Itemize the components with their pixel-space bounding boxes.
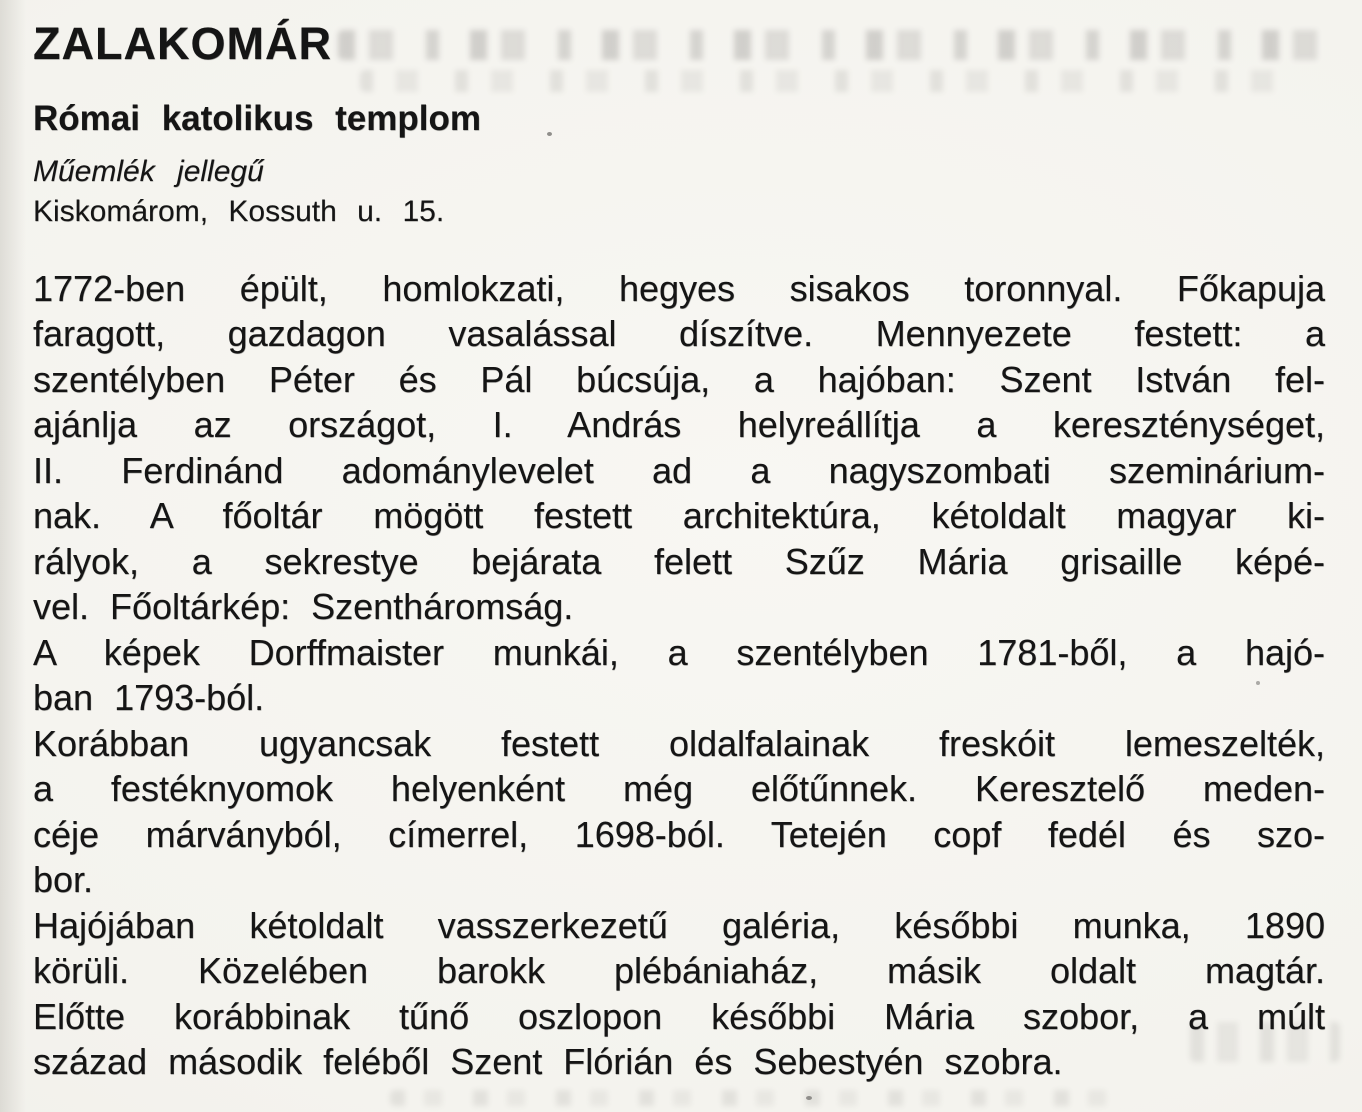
- body-text-line: rályok, a sekrestye bejárata felett Szűz Mária grisaille képé-: [33, 540, 1325, 582]
- body-text-line: vel. Főoltárkép: Szentháromság.: [33, 586, 574, 627]
- body-text-line: ban 1793-ból.: [33, 677, 265, 718]
- body-text-line: század második feléből Szent Flórián és Sebestyén szobra.: [33, 1041, 1063, 1082]
- body-text-line: nak. A főoltár mögött festett architektúra, kétoldalt magyar ki-: [33, 495, 1325, 536]
- body-text-line: II. Ferdinánd adománylevelet ad a nagyszombati szeminárium-: [33, 449, 1325, 491]
- body-text-line: faragott, gazdagon vasalással díszítve. Mennyezete festett: a: [33, 313, 1325, 354]
- monument-address: Kiskomárom, Kossuth u. 15.: [33, 194, 445, 228]
- body-text-line: Korábban ugyancsak festett oldalfalainak freskóit lemeszelték,: [33, 722, 1325, 764]
- body-text-line: ajánlja az országot, I. András helyreállítja a kereszténységet,: [33, 404, 1325, 445]
- body-text-line: körüli. Közelében barokk plébániaház, másik oldalt magtár.: [33, 950, 1325, 991]
- body-text-line: céje márványból, címerrel, 1698-ból. Tetején copf fedél és szo-: [33, 813, 1325, 855]
- monument-designation: Műemlék jellegű: [33, 154, 264, 188]
- body-text-line: bor.: [33, 859, 94, 900]
- description-text: [33, 266, 1325, 1085]
- page-title: ZALAKOMÁR: [33, 18, 332, 69]
- body-text-line: a festéknyomok helyenként még előtűnnek. Keresztelő meden-: [33, 768, 1325, 809]
- body-text-line: Előtte korábbinak tűnő oszlopon későbbi Mária szobor, a múlt: [33, 995, 1325, 1037]
- ink-bleedthrough-artifact: [390, 1090, 1130, 1106]
- body-text-line: Hajójában kétoldalt vasszerkezetű galéria, későbbi munka, 1890: [33, 904, 1325, 946]
- body-text-line: A képek Dorffmaister munkái, a szentélyben 1781-ből, a hajó-: [33, 631, 1325, 673]
- monument-name: Római katolikus templom: [33, 99, 481, 139]
- body-text-line: szentélyben Péter és Pál búcsúja, a hajóban: Szent István fel-: [33, 358, 1325, 400]
- ink-speck: [806, 1096, 812, 1100]
- body-text-line: 1772-ben épült, homlokzati, hegyes sisakos toronnyal. Főkapuja: [33, 267, 1325, 309]
